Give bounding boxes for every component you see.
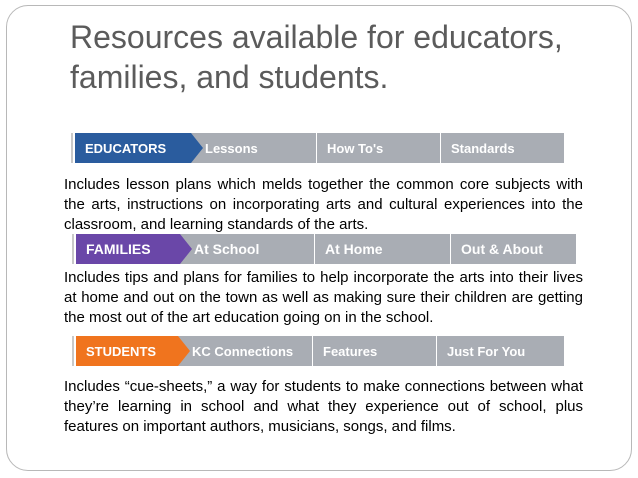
- educators-tab-active[interactable]: EDUCATORS: [75, 133, 191, 163]
- tab-out-and-about[interactable]: Out & About: [450, 234, 576, 264]
- tab-features[interactable]: Features: [312, 336, 436, 366]
- educators-description: Includes lesson plans which melds together the common core subjects with the arts, instructions on incorporating arts and cultural experiences into the classroom, and learning standards of the arts.: [64, 176, 583, 233]
- tab-how-tos[interactable]: How To's: [316, 133, 440, 163]
- nav-divider-line: [72, 336, 74, 366]
- tab-lessons[interactable]: Lessons: [191, 133, 316, 163]
- educators-nav-bar: [71, 133, 564, 163]
- students-description: Includes “cue-sheets,” a way for students to make connections between what they’re learning in school and what they experience out of school, plus features on important authors, musicians, songs, and films.: [64, 378, 583, 435]
- nav-divider-line: [72, 234, 74, 264]
- slide-title: Resources available for educators, families, and students.: [70, 19, 563, 95]
- tab-just-for-you[interactable]: Just For You: [436, 336, 564, 366]
- families-nav-bar: [72, 234, 576, 264]
- tab-kc-connections[interactable]: KC Connections: [178, 336, 312, 366]
- families-tab-active[interactable]: FAMILIES: [76, 234, 180, 264]
- nav-divider-line: [71, 133, 73, 163]
- tab-at-school[interactable]: At School: [180, 234, 314, 264]
- students-nav-bar: [72, 336, 564, 366]
- tab-standards[interactable]: Standards: [440, 133, 564, 163]
- students-tab-active[interactable]: STUDENTS: [76, 336, 178, 366]
- tab-at-home[interactable]: At Home: [314, 234, 450, 264]
- families-description: Includes tips and plans for families to help incorporate the arts into their lives at home and out on the town as well as making sure their children are getting the most out of the art education going on in the school.: [64, 269, 583, 326]
